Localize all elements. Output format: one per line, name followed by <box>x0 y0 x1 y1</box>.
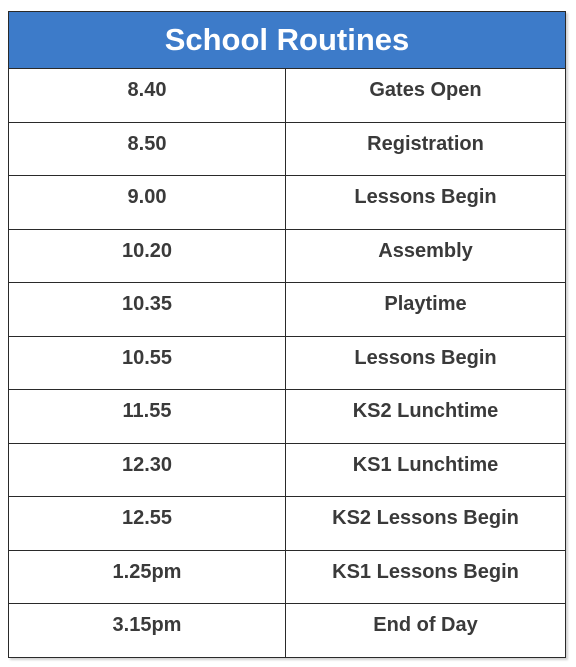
table-row <box>9 283 565 337</box>
activity-cell: KS2 Lunchtime <box>352 400 499 423</box>
table-row <box>9 69 565 123</box>
time-cell: 10.35 <box>9 283 286 336</box>
table-body <box>9 69 565 657</box>
table-row <box>9 176 565 230</box>
time-cell: 12.30 <box>9 444 286 497</box>
time-cell: 1.25pm <box>9 551 286 604</box>
time-cell: 10.55 <box>9 337 286 390</box>
time-cell: 8.40 <box>9 69 286 122</box>
time-cell: 10.20 <box>9 230 286 283</box>
activity-cell: End of Day <box>373 614 478 637</box>
table-row <box>9 230 565 284</box>
routine-table <box>8 11 566 658</box>
activity-cell: Registration <box>367 132 484 155</box>
time-cell: 12.55 <box>9 497 286 550</box>
table-row <box>9 123 565 177</box>
table-row <box>9 390 565 444</box>
time-cell: 9.00 <box>9 176 286 229</box>
activity-cell: KS1 Lunchtime <box>352 453 499 476</box>
table-row <box>9 604 565 657</box>
time-cell: 8.50 <box>9 123 286 176</box>
activity-cell: Lessons Begin <box>354 346 497 369</box>
activity-cell: Playtime <box>384 293 467 316</box>
activity-cell: KS2 Lessons Begin <box>332 507 519 530</box>
activity-cell: Gates Open <box>369 79 482 101</box>
table-title: School Routines <box>9 12 565 69</box>
table-row <box>9 337 565 391</box>
time-cell: 3.15pm <box>9 604 286 657</box>
table-row <box>9 444 565 498</box>
activity-cell: Lessons Begin <box>354 186 497 209</box>
activity-cell: KS1 Lessons Begin <box>332 560 519 583</box>
activity-cell: Assembly <box>378 239 473 262</box>
table-row <box>9 551 565 605</box>
time-cell: 11.55 <box>9 390 286 443</box>
table-row <box>9 497 565 551</box>
